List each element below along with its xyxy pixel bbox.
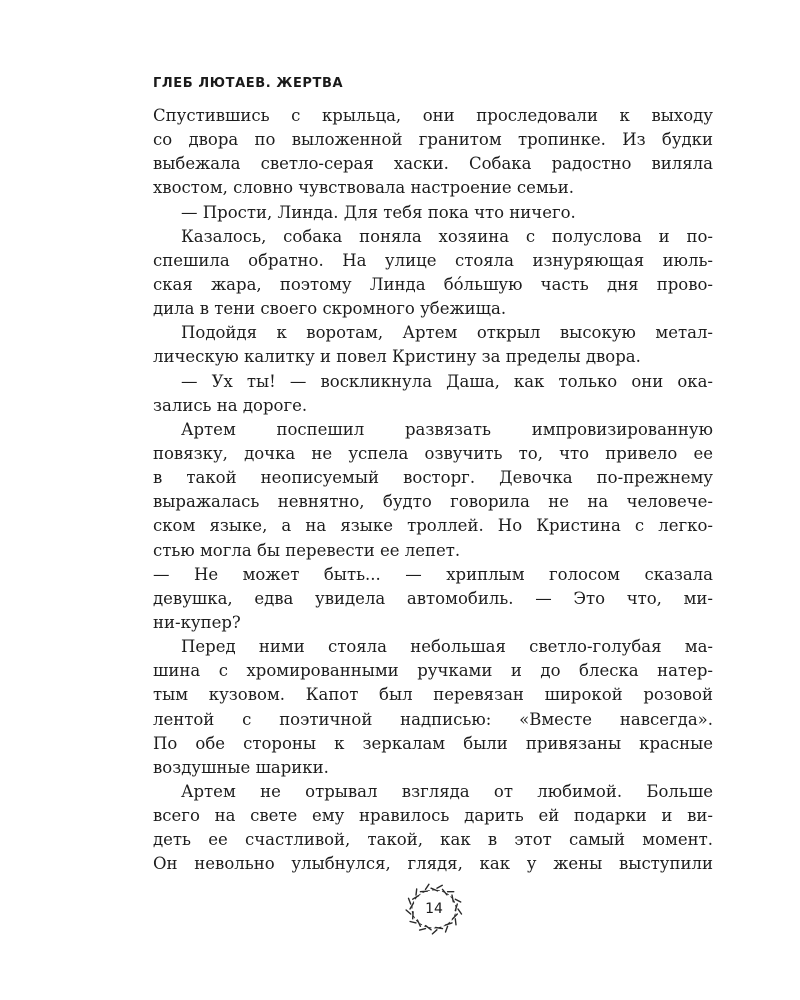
text-line: ская жара, поэтому Линда бóльшую часть дня прово- (153, 274, 713, 294)
text-line: лентой с поэтичной надписью: «Вместе навсегда». (153, 709, 713, 729)
page-number: 14 (425, 901, 443, 917)
running-head: ГЛЕБ ЛЮТАЕВ. ЖЕРТВА (153, 76, 344, 91)
text-line: воздушные шарики. (153, 757, 329, 777)
text-line: хвостом, словно чувствовала настроение семьи. (153, 178, 574, 198)
text-line: — Прости, Линда. Для тебя пока что ничего. (181, 202, 576, 222)
text-line: выбежала светло-серая хаски. Собака радостно виляла (153, 154, 713, 174)
text-line: повязку, дочка не успела озвучить то, что привело ее (153, 443, 713, 463)
text-line: стью могла бы перевести ее лепет. (153, 540, 461, 560)
text-line: Казалось, собака поняла хозяина с полуслова и по- (181, 226, 713, 246)
text-line: деть ее счастливой, такой, как в этот самый момент. (153, 830, 713, 850)
text-line: девушка, едва увидела автомобиль. — Это что, ми- (153, 588, 713, 608)
text-line: Он невольно улыбнулся, глядя, как у жены выступили (153, 854, 713, 874)
body-text (153, 104, 713, 877)
text-line: шина с хромированными ручками и до блеска натер- (153, 661, 713, 681)
text-line: ском языке, а на языке троллей. Но Кристина с легко- (153, 516, 713, 536)
text-line: всего на свете ему нравилось дарить ей подарки и ви- (153, 806, 713, 826)
text-line: Подойдя к воротам, Артем открыл высокую метал- (181, 323, 713, 343)
text-line: Артем поспешил развязать импровизированную (181, 419, 713, 439)
text-line: Перед ними стояла небольшая светло-голубая ма- (181, 637, 713, 657)
text-line: в такой неописуемый восторг. Девочка по-прежнему (153, 468, 713, 488)
text-line: По обе стороны к зеркалам были привязаны красные (153, 733, 713, 753)
text-line: Спустившись с крыльца, они проследовали к выходу (153, 106, 713, 125)
text-line: — Ух ты! — воскликнула Даша, как только они ока- (181, 371, 713, 391)
text-line: спешила обратно. На улице стояла изнуряющая июль- (153, 250, 713, 270)
text-line: зались на дороге. (153, 395, 308, 415)
text-line: тым кузовом. Капот был перевязан широкой розовой (153, 685, 713, 705)
text-line: выражалась невнятно, будто говорила не на человече- (153, 492, 713, 512)
text-line: ни-купер? (153, 612, 241, 632)
text-line: Артем не отрывал взгляда от любимой. Больше (181, 781, 713, 801)
text-line: дила в тени своего скромного убежища. (153, 299, 507, 319)
text-line: — Не может быть... — хриплым голосом сказала (153, 564, 713, 584)
page-number-ornament (401, 878, 467, 940)
text-line: со двора по выложенной гранитом тропинке. Из будки (153, 130, 713, 150)
text-line: лическую калитку и повел Кристину за пределы двора. (153, 347, 641, 367)
